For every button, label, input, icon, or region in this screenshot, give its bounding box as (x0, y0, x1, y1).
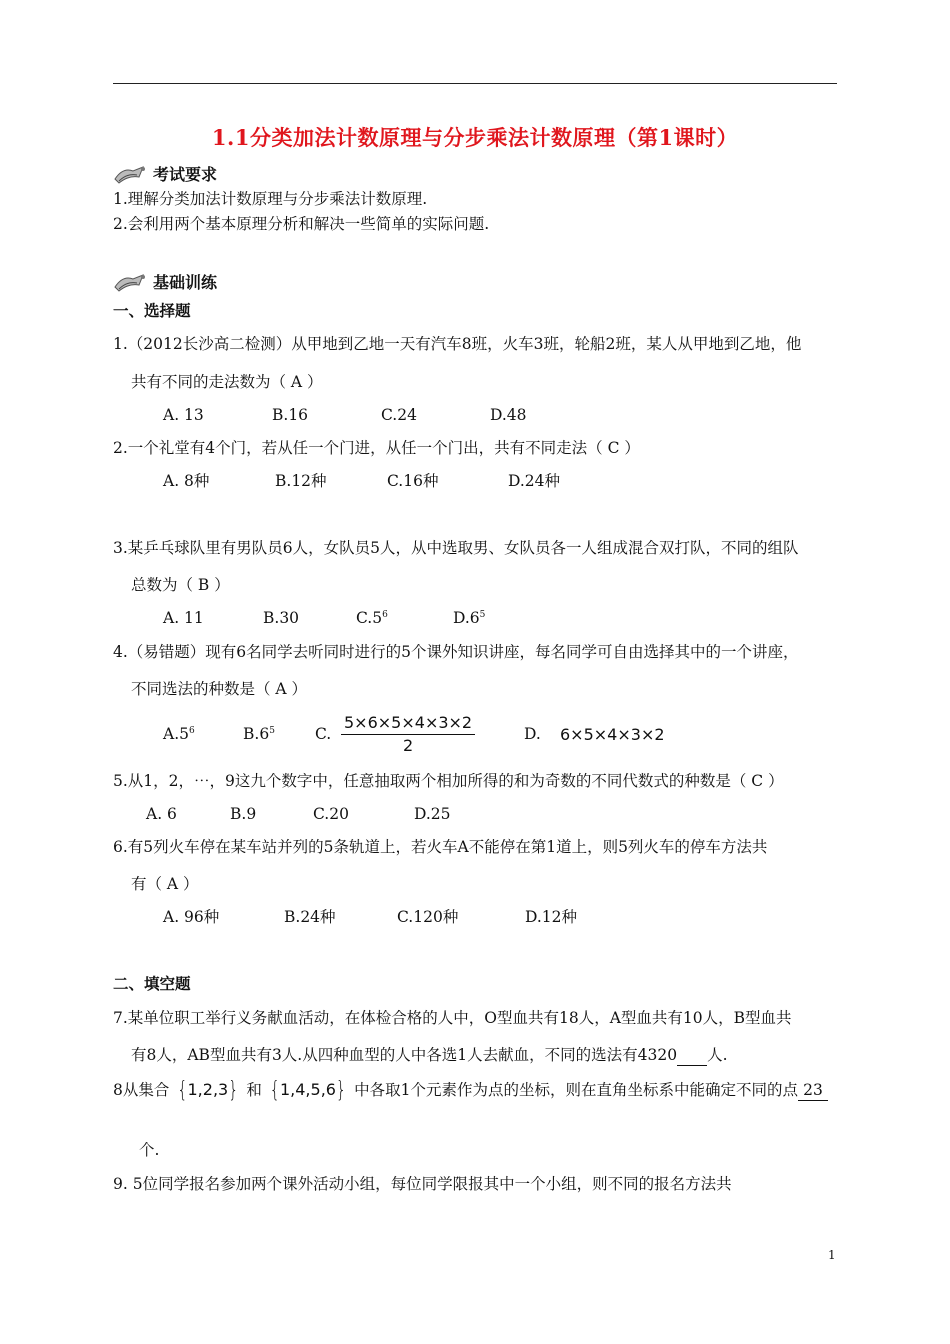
option-a: A. 13 (163, 406, 204, 424)
option-c-exponent: 6 (382, 609, 388, 620)
question-3-line: 总数为（ B ） (131, 576, 230, 594)
option-d: D.12种 (525, 908, 578, 926)
question-7-text-end: 人. (707, 1046, 728, 1064)
option-b: B.9 (230, 805, 257, 823)
book-icon (113, 271, 149, 293)
question-7-answer: 4320 (637, 1046, 678, 1064)
answer-blank (677, 1045, 707, 1066)
question-8-text: 中各取1个元素作为点的坐标，则在直角坐标系中能确定不同的点 (354, 1081, 798, 1099)
option-b: B.24种 (284, 908, 336, 926)
option-c (356, 608, 388, 628)
option-d-label: D. (524, 725, 541, 743)
question-3-line: 3.某乒乓球队里有男队员6人，女队员5人，从中选取男、女队员各一人组成混合双打队，不同的组队 (113, 539, 799, 557)
option-c: C.16种 (387, 472, 439, 490)
fraction-denominator: 2 (402, 736, 414, 755)
question-7-text: 有8人，AB型血共有3人.从四种血型的人中各选1人去献血，不同的选法有 (131, 1046, 638, 1064)
option-b-base: B.6 (243, 725, 270, 743)
part-heading-choice: 一、选择题 (113, 301, 191, 320)
option-c-fraction (341, 713, 475, 755)
set-2-elements: 1,4,5,6 (279, 1080, 336, 1099)
option-a: A. 96种 (163, 908, 220, 926)
question-4-line: 不同选法的种数是（ A ） (131, 680, 308, 698)
question-6-line: 有（ A ） (131, 875, 199, 893)
option-b: B.30 (263, 609, 300, 627)
part-heading-fill-blank: 二、填空题 (113, 974, 191, 993)
section-heading-text: 基础训练 (153, 273, 218, 292)
option-d-exponent: 5 (479, 609, 486, 620)
section-heading-exam-requirements (113, 162, 217, 185)
question-8-answer: 23 (798, 1080, 828, 1101)
section-heading-text: 考试要求 (153, 165, 218, 184)
option-a: A. 11 (163, 609, 204, 627)
page-number: 1 (828, 1248, 836, 1262)
requirement-item: 1.理解分类加法计数原理与分步乘法计数原理. (113, 190, 428, 208)
option-d: D.25 (414, 805, 451, 823)
option-c-label: C. (315, 725, 332, 743)
question-8-line (113, 1076, 828, 1103)
section-heading-basic-training (113, 270, 217, 293)
option-b: B.16 (272, 406, 309, 424)
option-d: D.24种 (508, 472, 561, 490)
option-c: C.24 (381, 406, 417, 424)
question-8-line: 个. (139, 1141, 160, 1159)
option-a: A. 8种 (163, 472, 210, 490)
question-2-line: 2.一个礼堂有4个门，若从任一个门进，从任一个门出，共有不同走法（ C ） (113, 439, 640, 457)
book-icon (113, 163, 149, 185)
option-b-exponent: 5 (269, 725, 275, 736)
question-9-line: 9. 5位同学报名参加两个课外活动小组，每位同学限报其中一个小组，则不同的报名方法共 (113, 1175, 732, 1193)
option-b (243, 724, 275, 744)
option-d (453, 608, 485, 628)
set-2: {1,4,5,6} (269, 1076, 347, 1103)
option-a-base: A.5 (163, 725, 189, 743)
page-title: 1.1分类加法计数原理与分步乘法计数原理（第1课时） (211, 125, 739, 150)
header-rule (113, 83, 837, 84)
requirement-item: 2.会利用两个基本原理分析和解决一些简单的实际问题. (113, 215, 490, 233)
option-a (163, 724, 195, 744)
question-1-line: 共有不同的走法数为（ A ） (131, 373, 323, 391)
option-b: B.12种 (275, 472, 327, 490)
question-7-line: 7.某单位职工举行义务献血活动，在体检合格的人中，O型血共有18人，A型血共有10人，B型血共 (113, 1009, 792, 1027)
set-1-elements: 1,2,3 (187, 1080, 229, 1099)
option-d: D.48 (490, 406, 527, 424)
option-c-base: C.5 (356, 609, 383, 627)
option-a-exponent: 6 (188, 725, 195, 736)
question-1-line: 1.（2012长沙高二检测）从甲地到乙地一天有汽车8班，火车3班，轮船2班，某人从甲地到乙地，他 (113, 335, 802, 353)
option-d-base: D.6 (453, 609, 480, 627)
question-6-line: 6.有5列火车停在某车站并列的5条轨道上，若火车A不能停在第1道上，则5列火车的停车方法共 (113, 838, 768, 856)
set-1: {1,2,3} (177, 1076, 239, 1103)
question-4-line: 4.（易错题）现有6名同学去听同时进行的5个课外知识讲座，每名同学可自由选择其中的一个讲座， (113, 643, 799, 661)
question-7-line (131, 1045, 728, 1066)
option-c: C.120种 (397, 908, 459, 926)
option-a: A. 6 (146, 805, 177, 823)
fraction-numerator: 5×6×5×4×3×2 (341, 713, 475, 735)
question-8-text: 和 (246, 1081, 262, 1099)
question-5-line: 5.从1，2，⋯，9这九个数字中，任意抽取两个相加所得的和为奇数的不同代数式的种数是（ C ） (113, 772, 784, 790)
option-d-expression: 6×5×4×3×2 (560, 725, 665, 744)
option-c: C.20 (313, 805, 349, 823)
question-8-text: 8从集合 (113, 1081, 170, 1099)
